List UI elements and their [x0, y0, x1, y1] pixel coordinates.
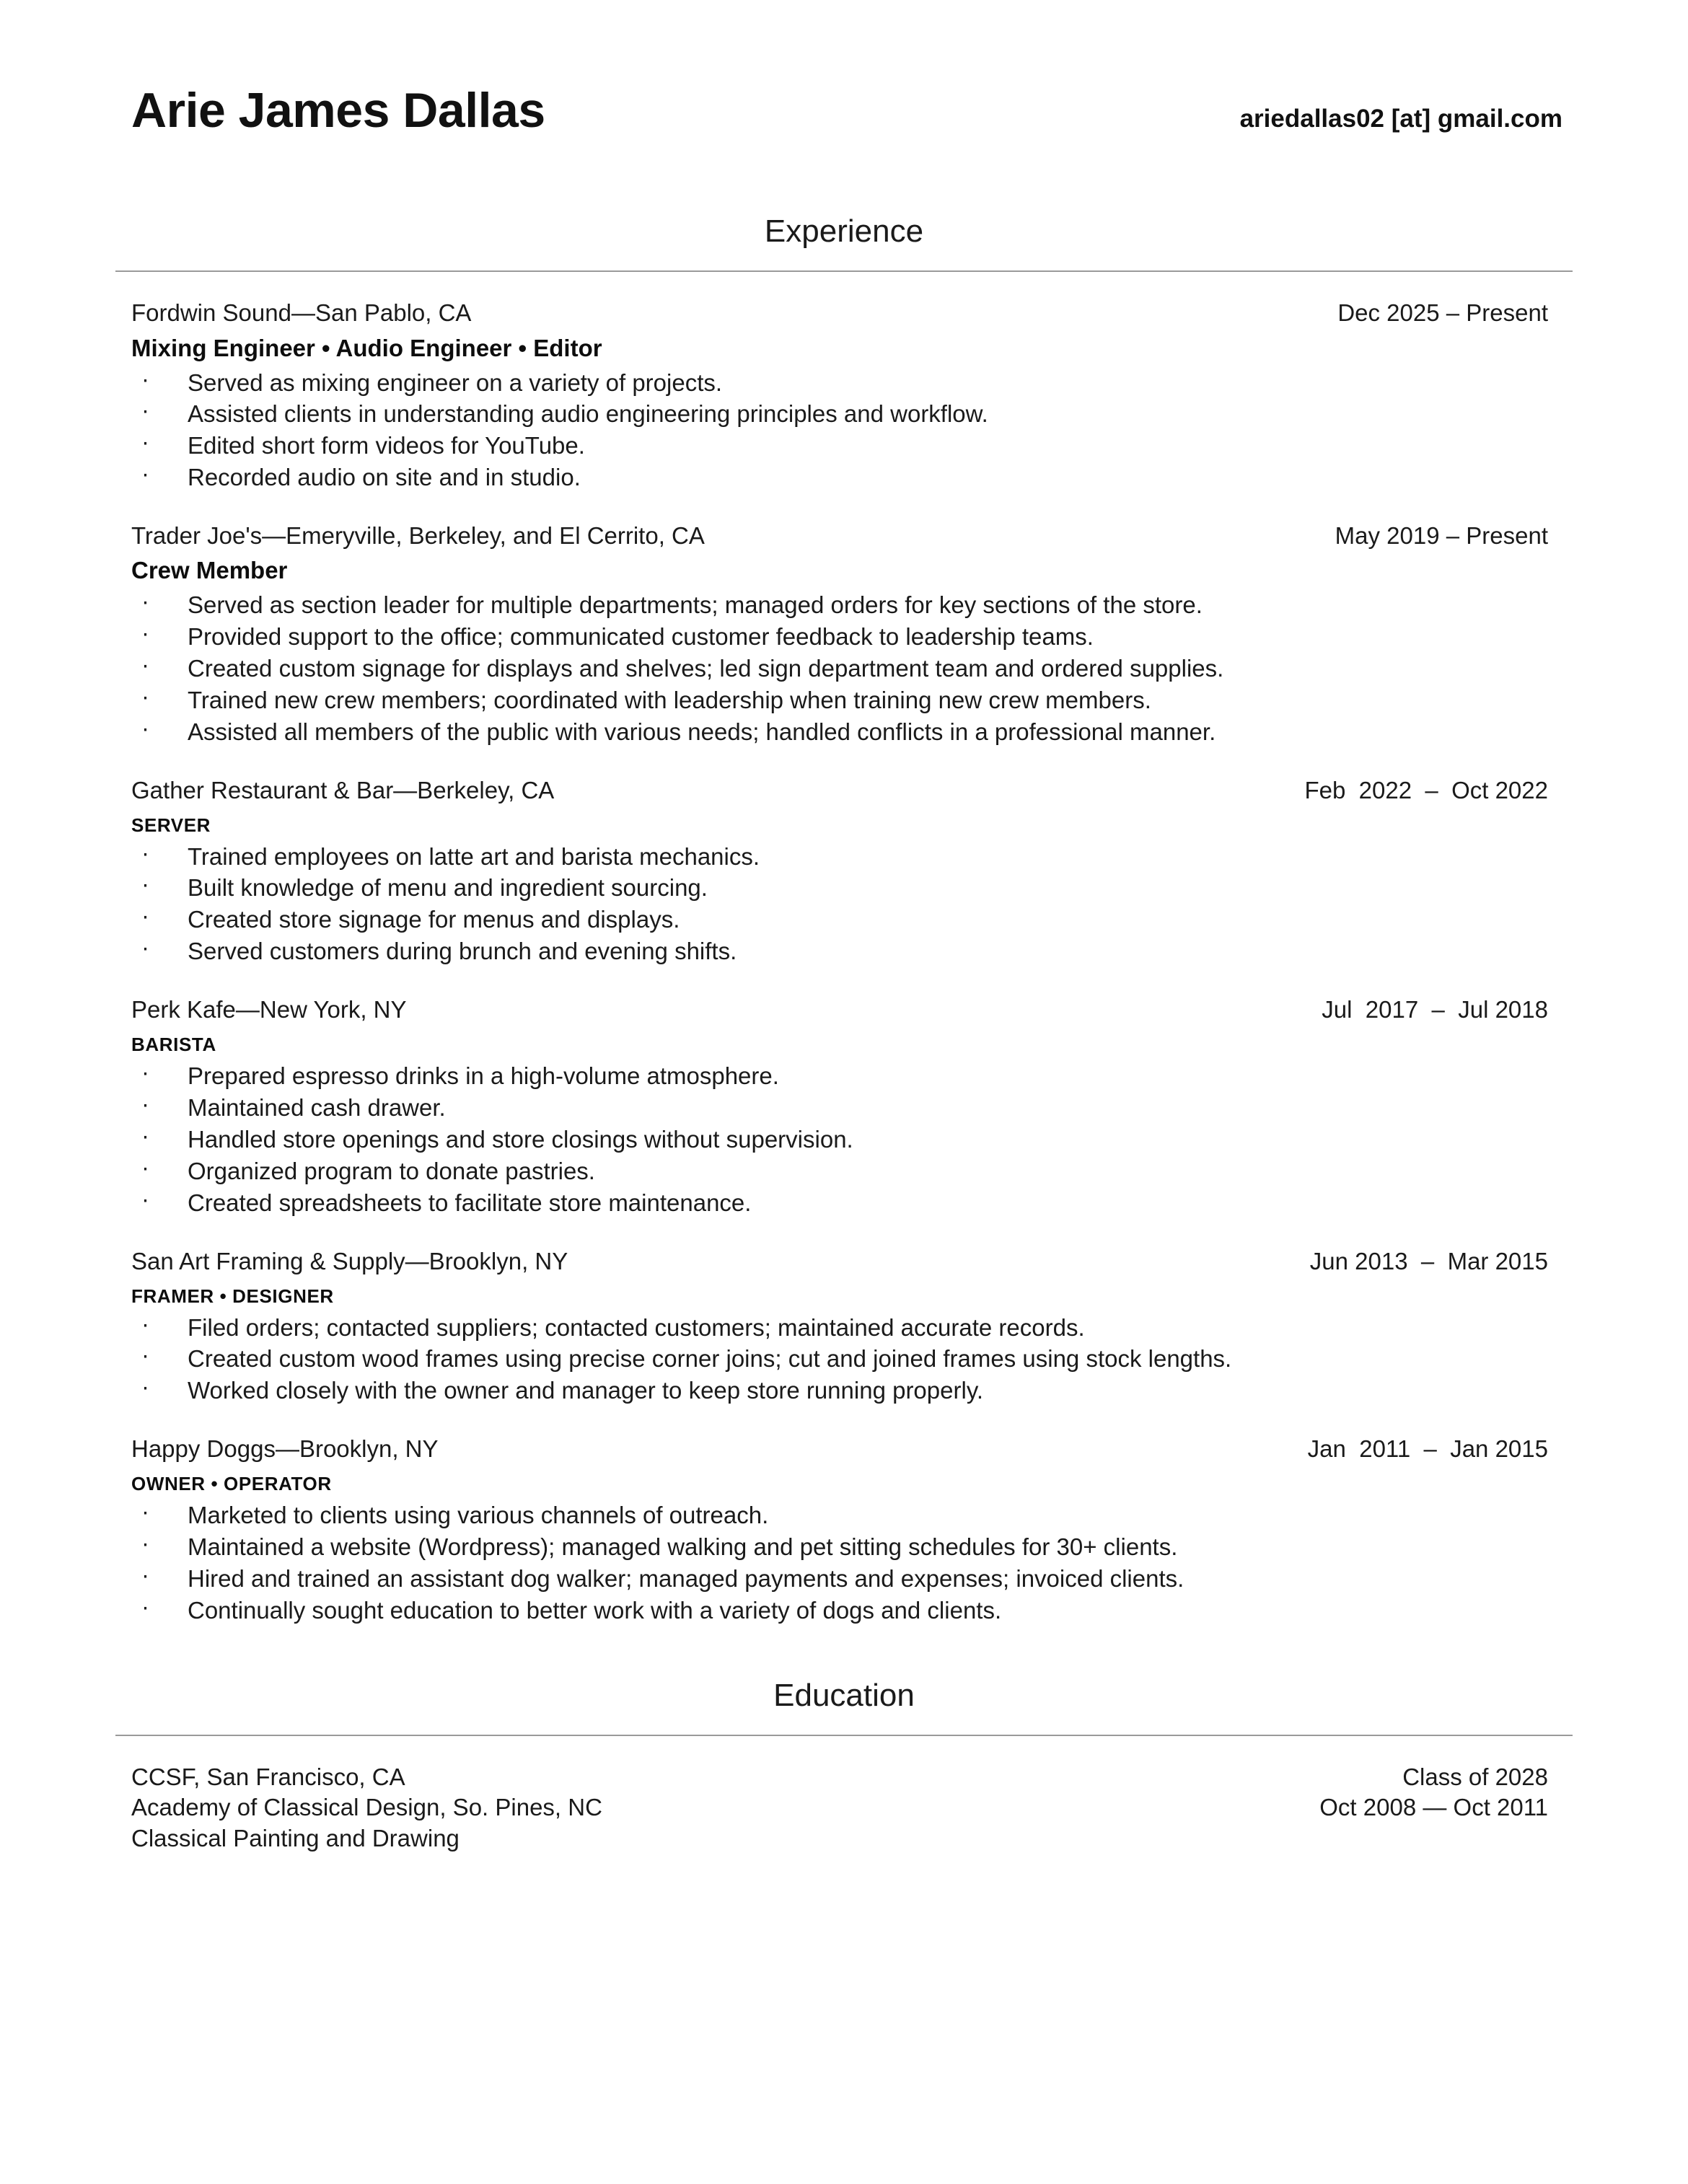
employer-and-location: San Art Framing & Supply—Brooklyn, NY — [131, 1247, 568, 1274]
responsibility-item: · Marketed to clients using various channels of outreach. — [131, 1500, 1557, 1531]
education-dates: Class of 2028 — [1402, 1764, 1548, 1791]
school-and-location: Academy of Classical Design, So. Pines, NC — [131, 1794, 602, 1821]
responsibility-item: · Organized program to donate pastries. — [131, 1155, 1557, 1187]
employer-and-location: Fordwin Sound—San Pablo, CA — [131, 299, 472, 327]
experience-entry-header — [131, 1246, 1557, 1276]
job-title: BARISTA — [131, 1034, 216, 1056]
responsibility-item: · Built knowledge of menu and ingredient sourcing. — [131, 872, 1557, 904]
employer-and-location: Perk Kafe—New York, NY — [131, 996, 407, 1023]
responsibility-item: · Created spreadsheets to facilitate store maintenance. — [131, 1187, 1557, 1219]
experience-entry-header — [131, 298, 1557, 327]
employment-dates: Jan 2011 – Jan 2015 — [1307, 1435, 1548, 1463]
education-entry — [131, 1792, 1557, 1823]
responsibility-item: · Served as mixing engineer on a variety of projects. — [131, 367, 1557, 399]
job-title: Mixing Engineer • Audio Engineer • Editor — [131, 334, 602, 361]
experience-section-header — [115, 214, 1573, 272]
responsibility-list — [131, 841, 1557, 968]
job-title: SERVER — [131, 814, 211, 836]
responsibility-item: · Filed orders; contacted suppliers; contacted customers; maintained accurate records. — [131, 1312, 1557, 1344]
job-title: FRAMER • DESIGNER — [131, 1285, 334, 1307]
experience-entry — [131, 1246, 1557, 1407]
responsibility-item: · Assisted all members of the public with various needs; handled conflicts in a professional manner. — [131, 716, 1557, 748]
experience-entry-header — [131, 1434, 1557, 1463]
responsibility-item: · Provided support to the office; communicated customer feedback to leadership teams. — [131, 621, 1557, 653]
responsibility-item: · Assisted clients in understanding audio engineering principles and workflow. — [131, 398, 1557, 430]
candidate-name: Arie James Dallas — [131, 83, 545, 138]
responsibility-item: · Trained employees on latte art and barista mechanics. — [131, 841, 1557, 873]
responsibility-list — [131, 1060, 1557, 1218]
job-title: Crew Member — [131, 557, 288, 584]
responsibility-item: · Worked closely with the owner and manager to keep store running properly. — [131, 1375, 1557, 1406]
responsibility-item: · Served as section leader for multiple departments; managed orders for key sections of the store. — [131, 589, 1557, 621]
responsibility-list — [131, 1312, 1557, 1407]
responsibility-item: · Served customers during brunch and evening shifts. — [131, 935, 1557, 967]
education-entries — [115, 1762, 1573, 1854]
experience-entry-header — [131, 775, 1557, 805]
employer-and-location: Gather Restaurant & Bar—Berkeley, CA — [131, 776, 555, 803]
education-dates: Oct 2008 — Oct 2011 — [1319, 1794, 1548, 1821]
contact-email: ariedallas02 [at] gmail.com — [1239, 105, 1562, 133]
experience-entry-header — [131, 995, 1557, 1024]
employment-dates: May 2019 – Present — [1335, 522, 1548, 550]
experience-divider — [115, 270, 1573, 272]
school-and-location: CCSF, San Francisco, CA — [131, 1764, 405, 1791]
employer-and-location: Happy Doggs—Brooklyn, NY — [131, 1435, 439, 1463]
experience-entry — [131, 995, 1557, 1218]
resume-header — [115, 0, 1573, 138]
education-section-header — [115, 1678, 1573, 1736]
responsibility-item: · Trained new crew members; coordinated with leadership when training new crew members. — [131, 684, 1557, 716]
responsibility-item: · Maintained a website (Wordpress); managed walking and pet sitting schedules for 30+ clients. — [131, 1531, 1557, 1563]
experience-entry — [131, 775, 1557, 968]
responsibility-list — [131, 367, 1557, 494]
responsibility-item: · Handled store openings and store closings without supervision. — [131, 1124, 1557, 1155]
employment-dates: Dec 2025 – Present — [1337, 299, 1548, 327]
employment-dates: Feb 2022 – Oct 2022 — [1304, 776, 1548, 803]
responsibility-item: · Recorded audio on site and in studio. — [131, 462, 1557, 493]
responsibility-item: · Continually sought education to better work with a variety of dogs and clients. — [131, 1595, 1557, 1626]
experience-entry — [131, 1434, 1557, 1626]
experience-entries — [115, 298, 1573, 1626]
responsibility-list — [131, 1500, 1557, 1626]
responsibility-item: · Maintained cash drawer. — [131, 1092, 1557, 1124]
responsibility-list — [131, 589, 1557, 747]
education-program: Classical Painting and Drawing — [131, 1824, 460, 1851]
experience-entry-header — [131, 521, 1557, 550]
responsibility-item: · Created store signage for menus and displays. — [131, 904, 1557, 935]
responsibility-item: · Prepared espresso drinks in a high-volume atmosphere. — [131, 1060, 1557, 1092]
education-entry — [131, 1762, 1557, 1792]
employment-dates: Jun 2013 – Mar 2015 — [1309, 1247, 1548, 1274]
experience-entry — [131, 298, 1557, 493]
job-title: OWNER • OPERATOR — [131, 1473, 332, 1495]
experience-title: Experience — [764, 213, 924, 249]
employment-dates: Jul 2017 – Jul 2018 — [1322, 996, 1548, 1023]
responsibility-item: · Created custom wood frames using precise corner joins; cut and joined frames using stock lengths. — [131, 1343, 1557, 1375]
experience-entry — [131, 521, 1557, 748]
education-divider — [115, 1735, 1573, 1736]
education-title: Education — [773, 1677, 915, 1713]
responsibility-item: · Hired and trained an assistant dog walker; managed payments and expenses; invoiced clients. — [131, 1563, 1557, 1595]
responsibility-item: · Edited short form videos for YouTube. — [131, 430, 1557, 462]
responsibility-item: · Created custom signage for displays and shelves; led sign department team and ordered supplies. — [131, 653, 1557, 684]
employer-and-location: Trader Joe's—Emeryville, Berkeley, and El Cerrito, CA — [131, 522, 705, 550]
